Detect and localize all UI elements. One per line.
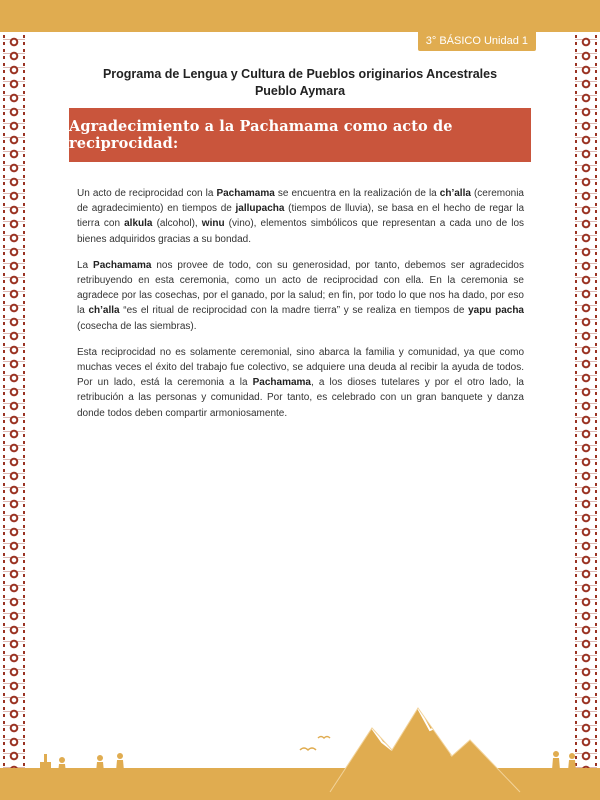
text-span: , a los dioses tutelares y por el otro lado, la retribución a las personas y comunidad. Por tanto, es celebrado con un gran banquete y danza donde todos deben compartir armoniosamente. xyxy=(77,377,524,419)
paragraph-1 xyxy=(77,186,524,247)
text-span: Un acto de reciprocidad con la xyxy=(77,188,217,199)
program-title-line1: Programa de Lengua y Cultura de Pueblos originarios Ancestrales xyxy=(102,67,498,81)
bold-term: alkula xyxy=(124,218,153,230)
bold-term: ch’alla xyxy=(439,188,471,199)
program-title xyxy=(60,66,540,100)
person-figure xyxy=(95,762,105,782)
bold-term: jallupacha xyxy=(235,203,285,215)
cactus-icon xyxy=(40,754,51,784)
person-figure xyxy=(59,757,65,763)
person-figure xyxy=(115,760,125,782)
unit-label: 3° BÁSICO Unidad 1 xyxy=(418,32,536,51)
text-span: (tiempos de lluvia), se basa en el hecho de regar la tierra con xyxy=(77,203,525,230)
text-span: (alcohol), xyxy=(152,218,202,230)
bird-icon xyxy=(318,737,330,739)
right-decorative-border xyxy=(575,35,597,775)
paragraph-3 xyxy=(77,345,524,421)
bold-term: ch’alla xyxy=(88,305,120,317)
person-figure xyxy=(117,753,123,759)
text-span: La xyxy=(77,259,94,271)
body-text xyxy=(77,186,524,432)
text-span: “es el ritual de reciprocidad con la madre tierra” y se realiza en tiempos de xyxy=(119,305,469,317)
bold-term: Pachamama xyxy=(216,188,275,199)
person-figure xyxy=(553,751,559,757)
page-title: Agradecimiento a la Pachamama como acto de reciprocidad: xyxy=(69,118,453,152)
person-figure xyxy=(567,760,577,782)
person-figure xyxy=(57,764,67,782)
bold-term: yapu pacha xyxy=(468,305,524,317)
bold-term: Pachamama xyxy=(252,377,311,389)
text-span: se encuentra en la realización de la xyxy=(274,188,440,199)
header-band xyxy=(0,0,600,32)
program-title-line2: Pueblo Aymara xyxy=(254,84,346,98)
text-span: (cosecha de las siembras). xyxy=(77,320,197,332)
bird-icon xyxy=(300,748,316,750)
person-figure xyxy=(569,753,575,759)
bold-term: winu xyxy=(201,218,225,230)
left-decorative-border xyxy=(3,35,25,775)
person-figure xyxy=(97,755,103,761)
paragraph-2 xyxy=(77,258,524,334)
bottom-landscape-illustration xyxy=(0,680,600,800)
person-figure xyxy=(551,758,561,782)
text-span: (ceremonia de agradecimiento) en tiempos de xyxy=(77,188,524,215)
text-span: nos provee de todo, con su generosidad, por tanto, debemos ser agradecidos retribuyendo en esta ceremonia, como un acto de reciprocidad con ella. En la ceremonia se agradece por las cosechas, por el ganado, por la salud; en fin, por todo lo que nos ha dado, por eso la xyxy=(77,259,524,317)
text-span: (vino), elementos simbólicos que representan a cada uno de los bienes adquiridos gracias a su bondad. xyxy=(77,218,525,245)
title-banner xyxy=(69,108,531,162)
bold-term: Pachamama xyxy=(93,259,152,271)
text-span: Esta reciprocidad no es solamente ceremonial, sino abarca la familia y comunidad, ya que como muchas veces el éxito del trabajo fue colectivo, se adquiere una deuda al recibir la ayuda de todos. Por un lado, está la ceremonia a la xyxy=(77,346,524,389)
